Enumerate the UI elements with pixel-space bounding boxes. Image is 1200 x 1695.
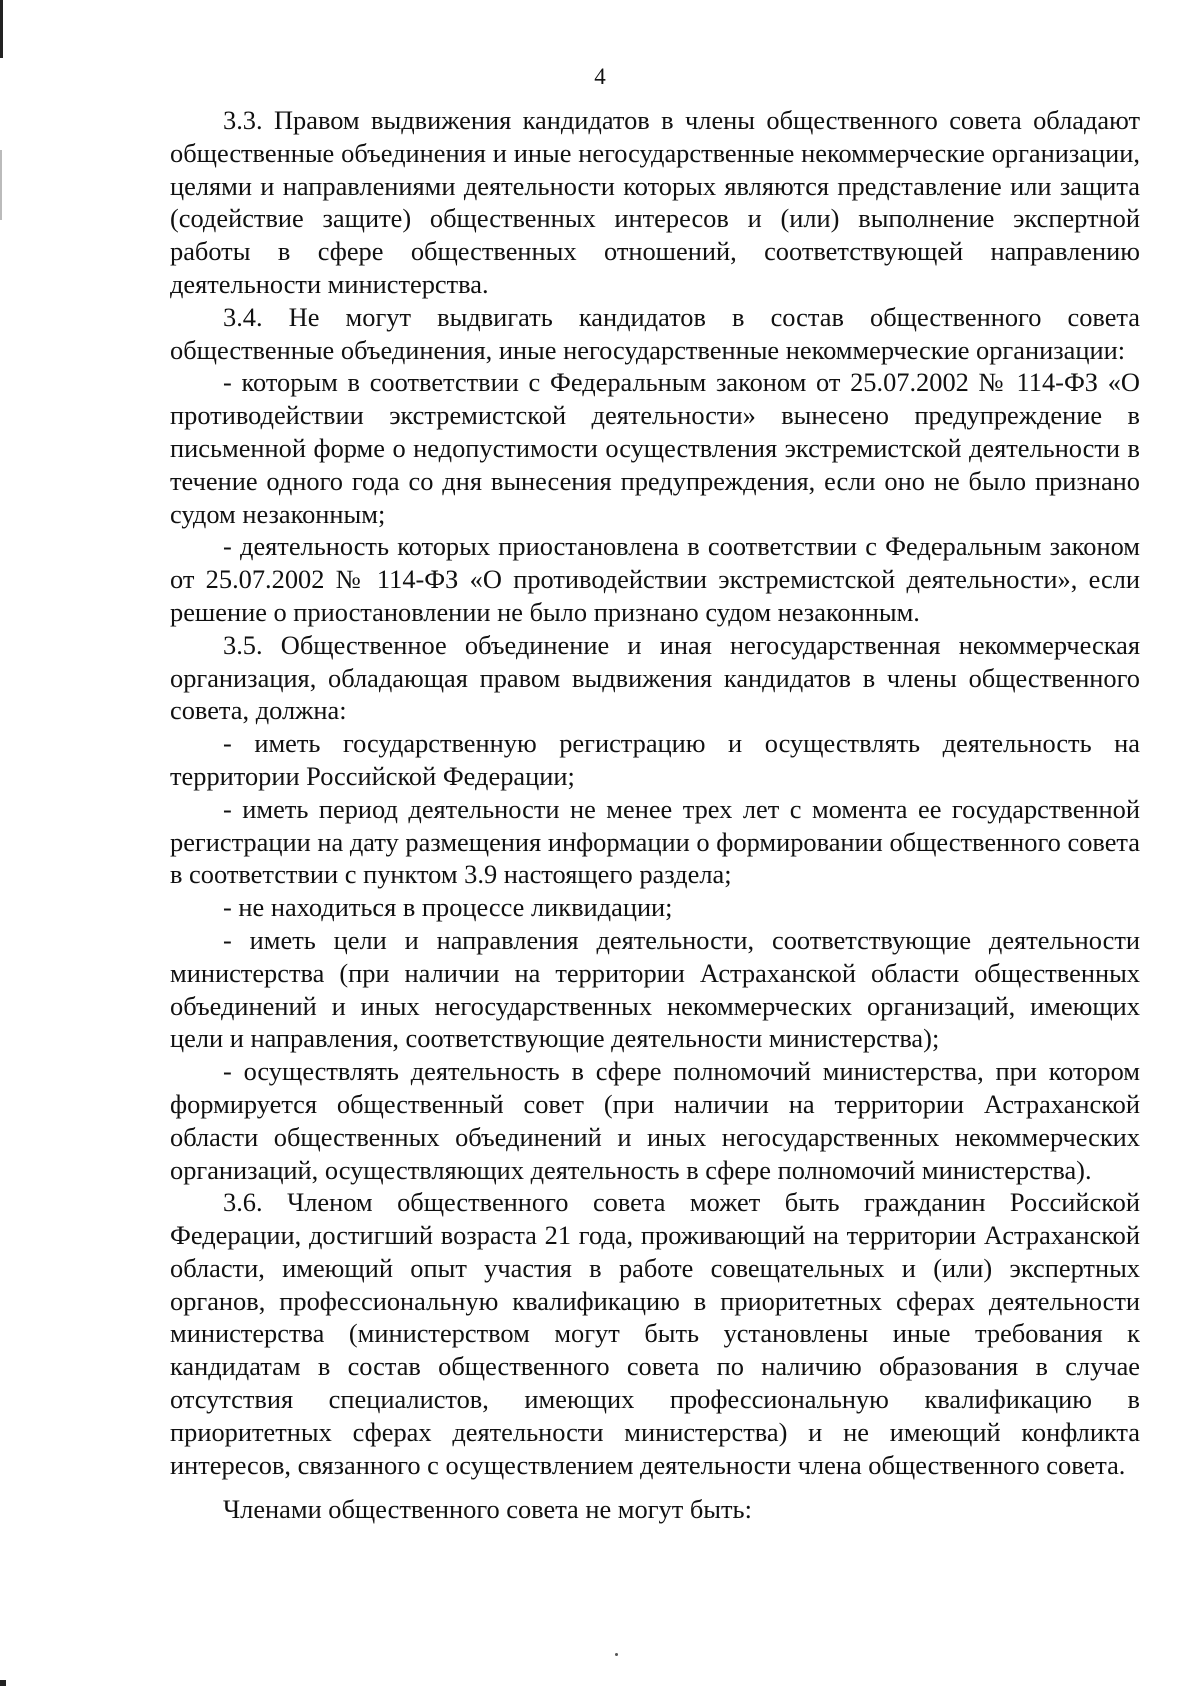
scan-edge-mark bbox=[0, 150, 2, 220]
list-item: - иметь период деятельности не менее трех лет с момента ее государственной регистрации на дату размещения информации о формировании общественного совета в соответствии с пунктом 3.9 настоящего раздела; bbox=[170, 793, 1140, 890]
paragraph-3-6: 3.6. Членом общественного совета может быть гражданин Российской Федерации, достигший возраста 21 года, проживающий на территории Астраханской области, имеющий опыт участия в работе совещательных и (или) экспертных органов, профессиональную квалификацию в приоритетных сферах деятельности министерства (министерством могут быть установлены иные требования к кандидатам в состав общественного совета по наличию образования в случае отсутствия специалистов, имеющих профессиональную квалификацию в приоритетных сферах деятельности министерства) и не имеющий конфликта интересов, связанного с осуществлением деятельности члена общественного совета. bbox=[170, 1187, 1140, 1480]
paragraph-3-4: 3.4. Не могут выдвигать кандидатов в состав общественного совета общественные объединения, иные негосударственные некоммерческие организации: bbox=[170, 301, 1140, 365]
scan-dot bbox=[615, 1653, 618, 1656]
document-body bbox=[170, 104, 1140, 1526]
scan-edge-mark bbox=[0, 0, 3, 58]
list-item: - иметь государственную регистрацию и осуществлять деятельность на территории Российской Федерации; bbox=[170, 728, 1140, 791]
scan-corner-mark bbox=[0, 1680, 6, 1686]
paragraph-3-5: 3.5. Общественное объединение и иная негосударственная некоммерческая организация, обладающая правом выдвижения кандидатов в члены общественного совета, должна: bbox=[170, 629, 1140, 726]
paragraph-members-restriction: Членами общественного совета не могут быть: bbox=[223, 1494, 752, 1525]
list-item: - осуществлять деятельность в сфере полномочий министерства, при котором формируется общественный совет (при наличии на территории Астраханской области общественных объединений и иных негосударственных некоммерческих организаций, осуществляющих деятельность в сфере полномочий министерства). bbox=[170, 1056, 1140, 1185]
page-number: 4 bbox=[594, 64, 606, 89]
paragraph-3-3: 3.3. Правом выдвижения кандидатов в члены общественного совета обладают общественные объединения и иные негосударственные некоммерческие организации, целями и направлениями деятельности которых являются представление или защита (содействие защите) общественных интересов и (или) выполнение экспертной работы в сфере общественных отношений, соответствующей направлению деятельности министерства. bbox=[170, 105, 1140, 299]
list-item: - деятельность которых приостановлена в соответствии с Федеральным законом от 25.07.2002 № 114-ФЗ «О противодействии экстремистской деятельности», если решение о приостановлении не было признано судом незаконным. bbox=[170, 531, 1140, 627]
list-item: - которым в соответствии с Федеральным законом от 25.07.2002 № 114-ФЗ «О противодействии экстремистской деятельности» вынесено предупреждение в письменной форме о недопустимости осуществления экстремистской деятельности в течение одного года со дня вынесения предупреждения, если оно не было признано судом незаконным; bbox=[170, 367, 1140, 529]
list-item: - не находиться в процессе ликвидации; bbox=[223, 892, 673, 923]
list-item: - иметь цели и направления деятельности, соответствующие деятельности министерства (при наличии на территории Астраханской области общественных объединений и иных негосударственных некоммерческих организаций, имеющих цели и направления, соответствующие деятельности министерства); bbox=[170, 924, 1140, 1054]
